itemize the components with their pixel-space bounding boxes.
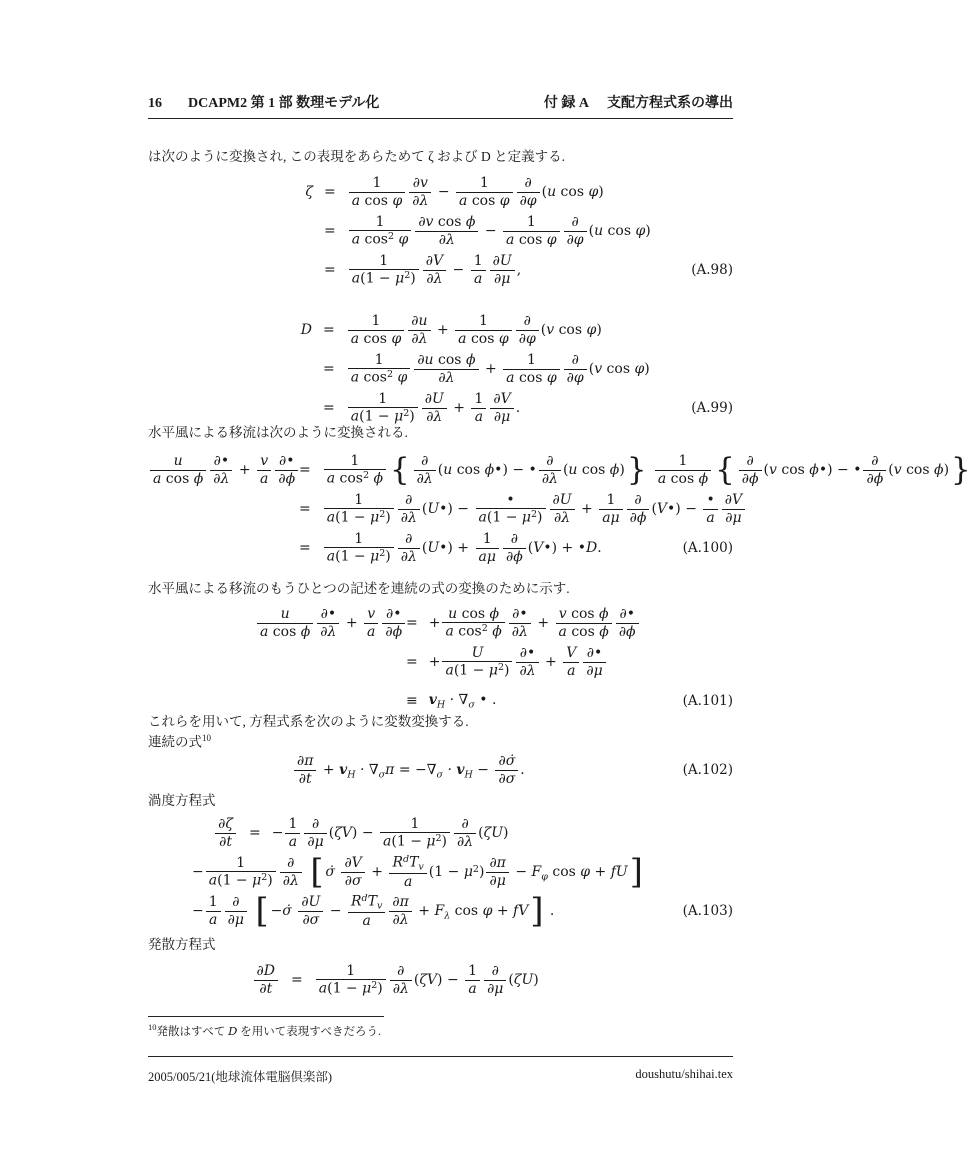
equation-a98: [297, 172, 733, 290]
equation-number: (A.102): [682, 762, 733, 778]
equation-number: (A.100): [682, 540, 733, 556]
footnote-text-end: を用いて表現すべきだろう.: [237, 1025, 381, 1038]
footnote-marker: 10: [148, 1022, 157, 1032]
continuity-label-text: 連続の式: [148, 734, 202, 750]
appendix-label: 付 録 A: [543, 96, 589, 111]
page-footer: [148, 1056, 733, 1085]
equation-line: $\frac{u}{\text{a cos ϕ}}$ ∂• ∂λ + $\frac{v}{a}$ ∂• ∂ϕ = + $\frac{\text{u cos ϕ}}{a \cos^2 \phi}$ ∂• ∂λ + $\frac{\text{v cos ϕ}}{\text{a cos ϕ}}$ ∂• ∂ϕ: [255, 604, 733, 642]
page-header: [148, 92, 733, 119]
paragraph-transform: これらを用いて, 方程式系を次のように変数変換する.: [148, 714, 469, 729]
paragraph-advection: 水平風による移流は次のように変換される.: [148, 425, 408, 440]
equation-number: (A.101): [682, 693, 733, 709]
equation-line: = + $\frac{U}{a(1 - \mu^2)}$ ∂• ∂λ + $\frac{V}{a}$ ∂• ∂μ: [255, 643, 733, 681]
equation-a101: [255, 603, 733, 721]
footer-right: doushutu/shihai.tex: [635, 1067, 733, 1081]
equation-line: = $\frac{1}{a(1 - \mu^2)}$ ∂ ∂λ (U•) + $\frac{1}{a\mu}$ ∂ ∂ϕ (V•) + •D. (A.100): [299, 530, 733, 565]
equation-line: ≡ $v_H \cdot \nabla_\sigma$ • . (A.101): [406, 691, 733, 711]
running-head-left: DCAPM2 第 1 部 数理モデル化: [188, 96, 380, 111]
equation-number: (A.98): [691, 262, 733, 278]
equation-line: D = $\frac{1}{\text{a cos φ}}$ $\frac{\partial u}{\partial\lambda}$ + $\frac{1}{\text{a cos φ}}$ ∂ ∂φ (v cos φ): [300, 312, 602, 347]
equation-line: − $\frac{1}{a}$ ∂ ∂μ [ −σ̇ $\frac{\partial U}{\partial\sigma}$ − $R^dT_v$ a $\frac{\partial\pi}{\partial\lambda}$ + $F_\lambda$ cos φ + fV] . (A.103): [192, 891, 733, 930]
equation-a102: [292, 750, 733, 790]
equation-a103: [192, 813, 733, 931]
equation-line: $\frac{\partial\zeta}{\partial t}$ = − $\frac{1}{a}$ ∂ ∂μ (ζV) − $\frac{1}{a(1 - \mu^2)}$ ∂ ∂λ (ζU): [192, 814, 733, 852]
running-head-right: [544, 92, 733, 112]
equation-line: − $\frac{1}{a(1 - \mu^2)}$ ∂ ∂λ [ σ̇ $\frac{\partial V}{\partial\sigma}$ + $R^dT_v$ a $(1 - \mu^2)$ $\frac{\partial\pi}{\partial\mu}$ − $F_\varphi$ cos φ + fU]: [192, 852, 643, 891]
equation-line: ζ = $\frac{1}{\text{a cos φ}}$ $\frac{\partial v}{\partial\lambda}$ − $\frac{1}{\text{a cos φ}}$ ∂ ∂φ (u cos φ): [305, 174, 604, 209]
equation-divergence: [250, 960, 733, 1000]
equation-a100: [148, 450, 971, 568]
paragraph-intro: は次のように変換され, この表現をあらためて ζ および D と定義する.: [148, 149, 565, 164]
equation-line: $\frac{\partial D}{\partial t}$ = $\frac{1}{a(1 - \mu^2)}$ ∂ ∂λ (ζV) − $\frac{1}{a}$ ∂ ∂μ (ζU): [250, 961, 733, 999]
footnote-text: 発散はすべて: [156, 1025, 229, 1038]
footnote-ref: 10: [202, 733, 211, 743]
equation-a99: [294, 310, 733, 428]
content-column: [148, 92, 971, 1132]
paragraph-advection2: 水平風による移流のもうひとつの記述を連続の式の変換のために示す.: [148, 581, 570, 596]
footnote: [148, 1016, 733, 1039]
equation-line: = $\frac{1}{a \cos^2 \varphi}$ $\frac{\text{∂u cos ϕ}}{\partial\lambda}$ + $\frac{1}{\text{a cos φ}}$ ∂ ∂φ (v cos φ): [323, 351, 650, 386]
footnote-variable: D: [228, 1023, 238, 1038]
equation-line: $\frac{\partial\pi}{\partial t}$ + $v_H \cdot \nabla_\sigma\pi = -\nabla_\sigma \cdot v_H$ − $\frac{\partial\sigmȧ}{\partial\sigma}$ . (A.102): [292, 751, 733, 789]
equation-number: (A.103): [682, 903, 733, 919]
equation-line: = $\frac{1}{a(1 - \mu^2)}$ $\frac{\partial V}{\partial\lambda}$ − $\frac{1}{a}$ $\frac{\partial U}{\partial\mu}$ , (A.98): [324, 252, 733, 287]
paragraph-vorticity-label: 渦度方程式: [148, 793, 216, 808]
footer-left: 2005/005/21(地球流体電脳倶楽部): [148, 1070, 333, 1084]
footnote-rule: [148, 1016, 384, 1017]
equation-line: = $\frac{1}{a \cos^2 \varphi}$ $\frac{\text{∂v cos ϕ}}{\partial\lambda}$ − $\frac{1}{\text{a cos φ}}$ ∂ ∂φ (u cos φ): [324, 213, 651, 248]
equation-line: = $\frac{1}{a(1 - \mu^2)}$ ∂ ∂λ (U•) − • $a(1 - \mu^2)$ $\frac{\partial U}{\partial\lambda}$ + $\frac{1}{a\mu}$ ∂ ∂ϕ (V•) − • a $\frac{\partial V}{\partial\mu}$: [148, 490, 733, 528]
appendix-title: 支配方程式系の導出: [607, 96, 733, 111]
equation-line: $\frac{u}{\text{a cos ϕ}}$ ∂• ∂λ + $\frac{v}{a}$ ∂• ∂ϕ = $\frac{1}{a \cos^2 \phi}$ { ∂ ∂λ (u cos ϕ•) − • ∂ ∂λ (u cos ϕ)} $\frac{1}{\text{a cos ϕ}}$ { ∂ ∂ϕ (v cos ϕ•) − • ∂ ∂ϕ (v cos ϕ)}: [148, 451, 733, 489]
page-number: 16: [148, 96, 162, 111]
paragraph-divergence-label: 発散方程式: [148, 937, 216, 952]
paragraph-continuity-label: [148, 732, 211, 752]
equation-line: = $\frac{1}{a(1 - \mu^2)}$ $\frac{\partial U}{\partial\lambda}$ + $\frac{1}{a}$ $\frac{\partial V}{\partial\mu}$ . (A.99): [323, 390, 733, 425]
equation-number: (A.99): [691, 400, 733, 416]
